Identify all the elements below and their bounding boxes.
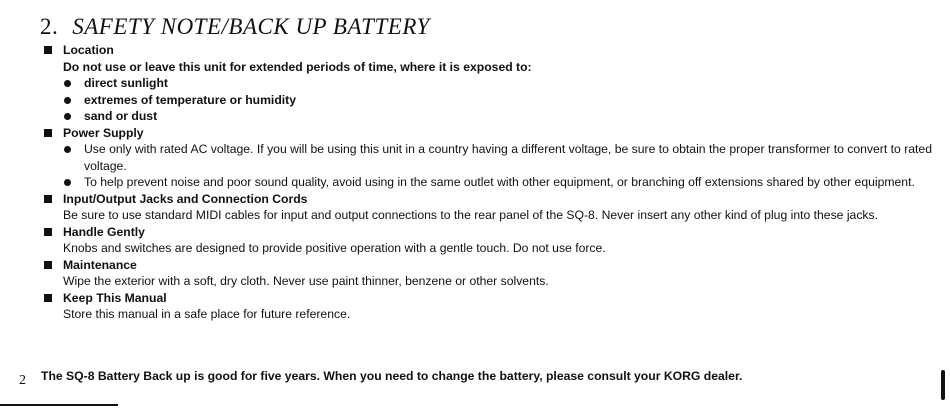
keep-manual-heading: Keep This Manual [44,290,934,307]
maintenance-heading: Maintenance [44,257,934,274]
safety-notes [44,42,934,323]
location-item: extremes of temperature or humidity [44,92,934,109]
battery-note: The SQ-8 Battery Back up is good for five years. When you need to change the battery, please consult your KORG dealer. [41,369,743,383]
power-supply-item: To help prevent noise and poor sound quality, avoid using in the same outlet with other equipment, or branching off extensions shared by other equipment. [44,174,934,191]
keep-manual-text: Store this manual in a safe place for future reference. [63,307,351,321]
power-supply-heading: Power Supply [44,125,934,142]
location-item: direct sunlight [44,75,934,92]
page-title [40,14,430,40]
section-title: SAFETY NOTE/BACK UP BATTERY [72,14,430,39]
bottom-rule [0,404,118,406]
handle-gently-text: Knobs and switches are designed to provide positive operation with a gentle touch. Do not use force. [63,241,606,255]
page-number: 2 [19,373,26,388]
location-item: sand or dust [44,108,934,125]
power-supply-item: Use only with rated AC voltage. If you will be using this unit in a country having a different voltage, be sure to obtain the proper transformer to convert to rated voltage. [44,141,934,174]
location-intro: Do not use or leave this unit for extended periods of time, where it is exposed to: [63,59,532,74]
handle-gently-heading: Handle Gently [44,224,934,241]
section-number: 2. [40,14,59,39]
io-jacks-heading: Input/Output Jacks and Connection Cords [44,191,934,208]
io-jacks-text: Be sure to use standard MIDI cables for input and output connections to the rear panel of the SQ-8. Never insert any other kind of plug into these jacks. [63,208,878,222]
page-edge-mark [941,370,945,400]
maintenance-text: Wipe the exterior with a soft, dry cloth. Never use paint thinner, benzene or other solvents. [63,274,549,288]
location-heading: Location [44,42,934,59]
